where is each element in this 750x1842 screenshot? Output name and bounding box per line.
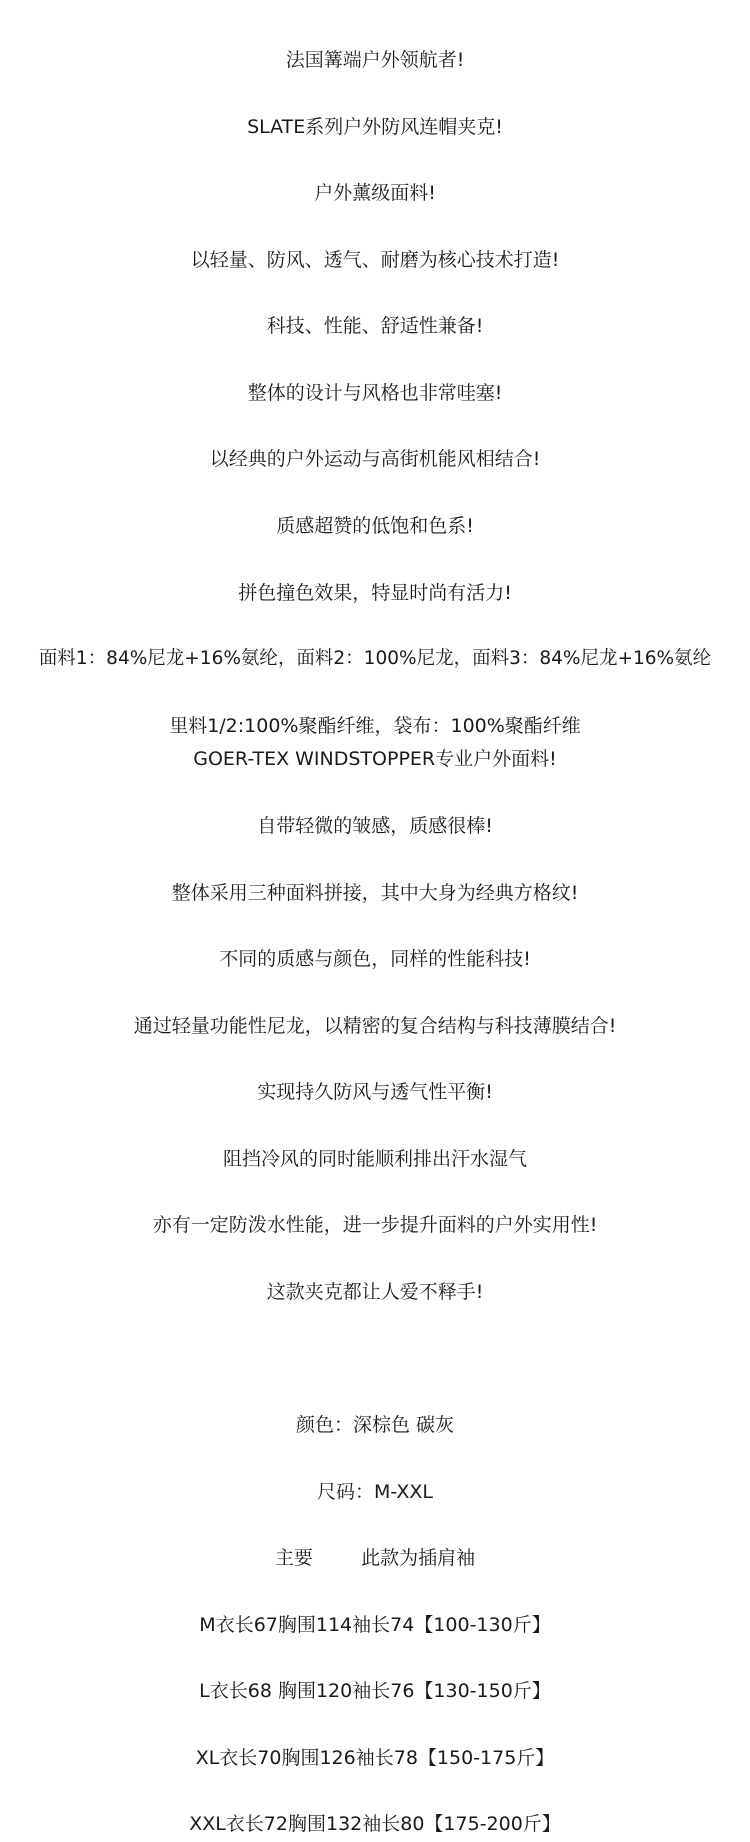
size-row-xl: XL衣长70胸围126袖长78【150-175斤】 — [195, 1747, 555, 1769]
desc-line-17: 实现持久防风与透气性平衡! — [257, 1081, 493, 1103]
size-spec: 尺码：M-XXL — [317, 1481, 433, 1503]
desc-line-5: 科技、性能、舒适性兼备! — [266, 315, 484, 337]
color-spec: 颜色：深棕色 碳灰 — [295, 1414, 455, 1436]
size-row-m: M衣长67胸围114袖长74【100-130斤】 — [199, 1614, 551, 1636]
desc-line-1: 法国篝端户外领航者! — [285, 49, 465, 71]
desc-line-4: 以轻量、防风、透气、耐磨为核心技术打造! — [190, 249, 560, 271]
size-row-xxl: XXL衣长72胸围132袖长80【175-200斤】 — [189, 1813, 561, 1835]
desc-line-2: SLATE系列户外防风连帽夹克! — [247, 116, 503, 138]
desc-line-3: 户外薰级面料! — [314, 182, 436, 204]
desc-line-7: 以经典的户外运动与高街机能风相结合! — [209, 448, 541, 470]
desc-line-20: 这款夹克都让人爱不释手! — [266, 1281, 484, 1303]
desc-line-9: 拼色撞色效果，特显时尚有活力! — [238, 582, 512, 604]
fabric-technology-line: GOER-TEX WINDSTOPPER专业户外面料! — [193, 748, 557, 770]
desc-line-8: 质感超赞的低饱和色系! — [276, 515, 474, 537]
size-row-l: L衣长68 胸围120袖长76【130-150斤】 — [199, 1680, 551, 1702]
desc-line-14: 整体采用三种面料拼接，其中大身为经典方格纹! — [171, 882, 579, 904]
desc-line-19: 亦有一定防泼水性能，进一步提升面料的户外实用性! — [152, 1214, 598, 1236]
desc-line-13: 自带轻微的皱感，质感很棒! — [257, 815, 493, 837]
desc-line-15: 不同的质感与颜色，同样的性能科技! — [219, 948, 531, 970]
desc-line-18: 阻挡冷风的同时能顺利排出汗水湿气 — [222, 1148, 527, 1170]
desc-line-6: 整体的设计与风格也非常哇塞! — [247, 382, 503, 404]
fabric-composition-line: 面料1：84%尼龙+16%氨纶，面料2：100%尼龙，面料3：84%尼龙+16%氨纶 — [38, 648, 712, 669]
desc-line-16: 通过轻量功能性尼龙，以精密的复合结构与科技薄膜结合! — [133, 1015, 617, 1037]
lining-composition-line: 里料1/2:100%聚酯纤维，袋布：100%聚酯纤维 — [169, 715, 581, 737]
main-spec: 主要 此款为插肩袖 — [274, 1547, 476, 1569]
